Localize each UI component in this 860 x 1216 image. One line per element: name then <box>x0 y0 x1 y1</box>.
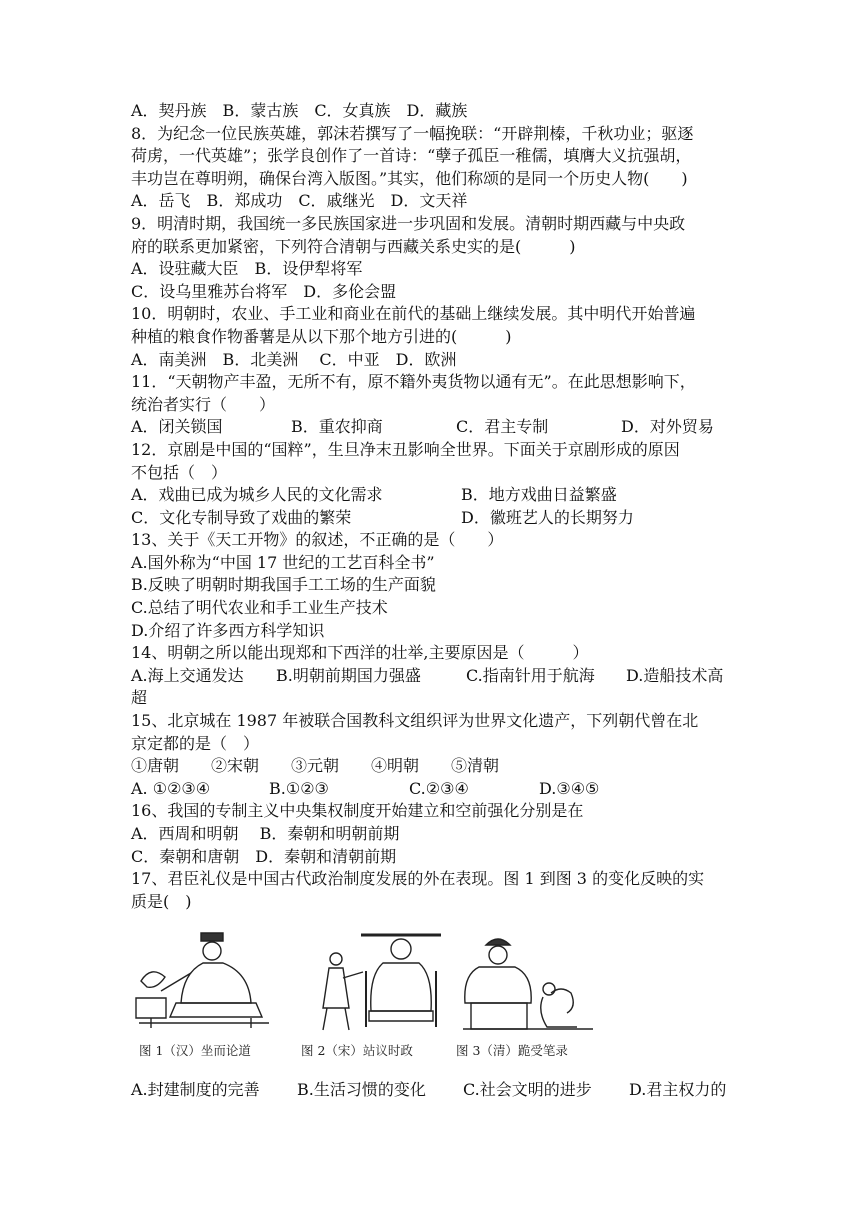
q15-options <box>131 778 731 801</box>
exam-page <box>131 100 731 1102</box>
q14-options-wrap: 超 <box>131 688 148 708</box>
q8-stem-line2: 荷虏，一代英雄”；张学良创作了一首诗：“孽子孤臣一稚儒，填膺大义抗强胡， <box>131 146 692 166</box>
q11-options <box>131 416 731 439</box>
q16-options-1: A．西周和明朝 B．秦朝和明朝前期 <box>131 824 400 843</box>
q15-option-c: C.②③④ <box>409 778 469 798</box>
q15-stem-line1: 15、北京城在 1987 年被联合国教科文组织评为世界文化遗产，下列朝代曾在北 <box>131 711 699 731</box>
han-seated-figure-icon <box>136 933 269 1028</box>
q11-option-a: A．闭关锁国 <box>131 417 223 437</box>
q8-stem-line1: 8．为纪念一位民族英雄，郭沫若撰写了一幅挽联：“开辟荆榛，千秋功业；驱逐 <box>131 123 694 143</box>
q13-stem: 13、关于《天工开物》的叙述，不正确的是（ ） <box>131 530 504 550</box>
q12-stem-line2: 不包括（ ） <box>131 462 228 482</box>
q11-stem-line2: 统治者实行（ ） <box>131 394 276 414</box>
q13-option-d: D.介绍了许多西方科学知识 <box>131 620 325 640</box>
q14-stem: 14、明朝之所以能出现郑和下西洋的壮举,主要原因是（ ） <box>131 643 589 663</box>
q15-items: ①唐朝 ②宋朝 ③元朝 ④明朝 ⑤清朝 <box>131 756 500 776</box>
q15-option-a: A. ①②③④ <box>131 778 211 798</box>
q13-option-b: B.反映了明朝时期我国手工工场的生产面貌 <box>131 575 436 595</box>
q13-option-c: C.总结了明代农业和手工业生产技术 <box>131 598 388 618</box>
q15-option-b: B.①②③ <box>269 778 329 798</box>
q11-stem-line1: 11．“天朝物产丰盈，无所不有，原不籍外夷货物以通有无”。在此思想影响下， <box>131 372 696 392</box>
q9-options-1: A．设驻藏大臣 B．设伊犁将军 <box>131 259 363 279</box>
q17-figure <box>131 923 601 1073</box>
q17-option-b: B.生活习惯的变化 <box>297 1080 426 1100</box>
q11-option-b: B．重农抑商 <box>291 417 383 437</box>
q11-option-c: C．君主专制 <box>456 417 549 437</box>
q12-option-d: D．徽班艺人的长期努力 <box>461 507 634 527</box>
q12-option-a: A．戏曲已成为城乡人民的文化需求 <box>131 485 383 505</box>
q14-option-b: B.明朝前期国力强盛 <box>276 665 421 685</box>
q12-options-1 <box>131 484 731 507</box>
q14-option-a: A.海上交通发达 <box>131 665 244 685</box>
qing-kneeling-figure-icon <box>463 939 593 1029</box>
q14-options <box>131 665 731 688</box>
q12-stem-line1: 12．京剧是中国的“国粹”，生旦净末丑影响全世界。下面关于京剧形成的原因 <box>131 439 680 459</box>
q12-options-2 <box>131 507 731 530</box>
q9-stem-line1: 9．明清时期，我国统一多民族国家进一步巩固和发展。清朝时期西藏与中央政 <box>131 213 686 233</box>
song-standing-figure-icon <box>323 935 441 1030</box>
q10-stem-line1: 10．明朝时，农业、手工业和商业在前代的基础上继续发展。其中明代开始普遍 <box>131 304 696 324</box>
q17-options <box>131 1079 731 1102</box>
etiquette-illustrations <box>131 923 601 1043</box>
figure-caption-3: 图 3（清）跪受笔录 <box>456 1043 568 1059</box>
q17-option-d: D.君主权力的 <box>629 1080 727 1100</box>
q14-option-c: C.指南针用于航海 <box>466 665 595 685</box>
q16-stem: 16、我国的专制主义中央集权制度开始建立和空前强化分别是在 <box>131 801 584 821</box>
q11-option-d: D．对外贸易 <box>621 417 714 437</box>
figure-caption-1: 图 1（汉）坐而论道 <box>139 1043 251 1059</box>
q10-options: A．南美洲 B．北美洲 C．中亚 D．欧洲 <box>131 349 457 369</box>
q8-options: A．岳飞 B．郑成功 C．戚继光 D．文天祥 <box>131 191 468 211</box>
q12-option-c: C．文化专制导致了戏曲的繁荣 <box>131 507 352 527</box>
q16-options-2: C．秦朝和唐朝 D．秦朝和清朝前期 <box>131 846 397 866</box>
q8-stem-line3: 丰功岂在尊明朔，确保台湾入版图。”其实，他们称颂的是同一个历史人物( ) <box>131 168 688 188</box>
q10-stem-line2: 种植的粮食作物番薯是从以下那个地方引进的( ) <box>131 326 512 346</box>
q17-stem-line2: 质是( ) <box>131 891 192 911</box>
figure-caption-2: 图 2（宋）站议时政 <box>301 1043 413 1059</box>
q12-option-b: B．地方戏曲日益繁盛 <box>461 485 617 505</box>
q15-option-d: D.③④⑤ <box>539 778 600 798</box>
q7-options: A．契丹族 B．蒙古族 C．女真族 D．藏族 <box>131 101 468 120</box>
q9-stem-line2: 府的联系更加紧密，下列符合清朝与西藏关系史实的是( ) <box>131 236 576 256</box>
q9-options-2: C．设乌里雅苏台将军 D．多伦会盟 <box>131 281 397 301</box>
q17-option-c: C.社会文明的进步 <box>463 1080 592 1100</box>
q14-option-d: D.造船技术高 <box>626 665 724 685</box>
q15-stem-line2: 京定都的是（ ） <box>131 733 260 753</box>
q17-option-a: A.封建制度的完善 <box>131 1080 260 1100</box>
q13-option-a: A.国外称为“中国 17 世纪的工艺百科全书” <box>131 552 435 572</box>
q17-stem-line1: 17、君臣礼仪是中国古代政治制度发展的外在表现。图 1 到图 3 的变化反映的实 <box>131 869 705 889</box>
